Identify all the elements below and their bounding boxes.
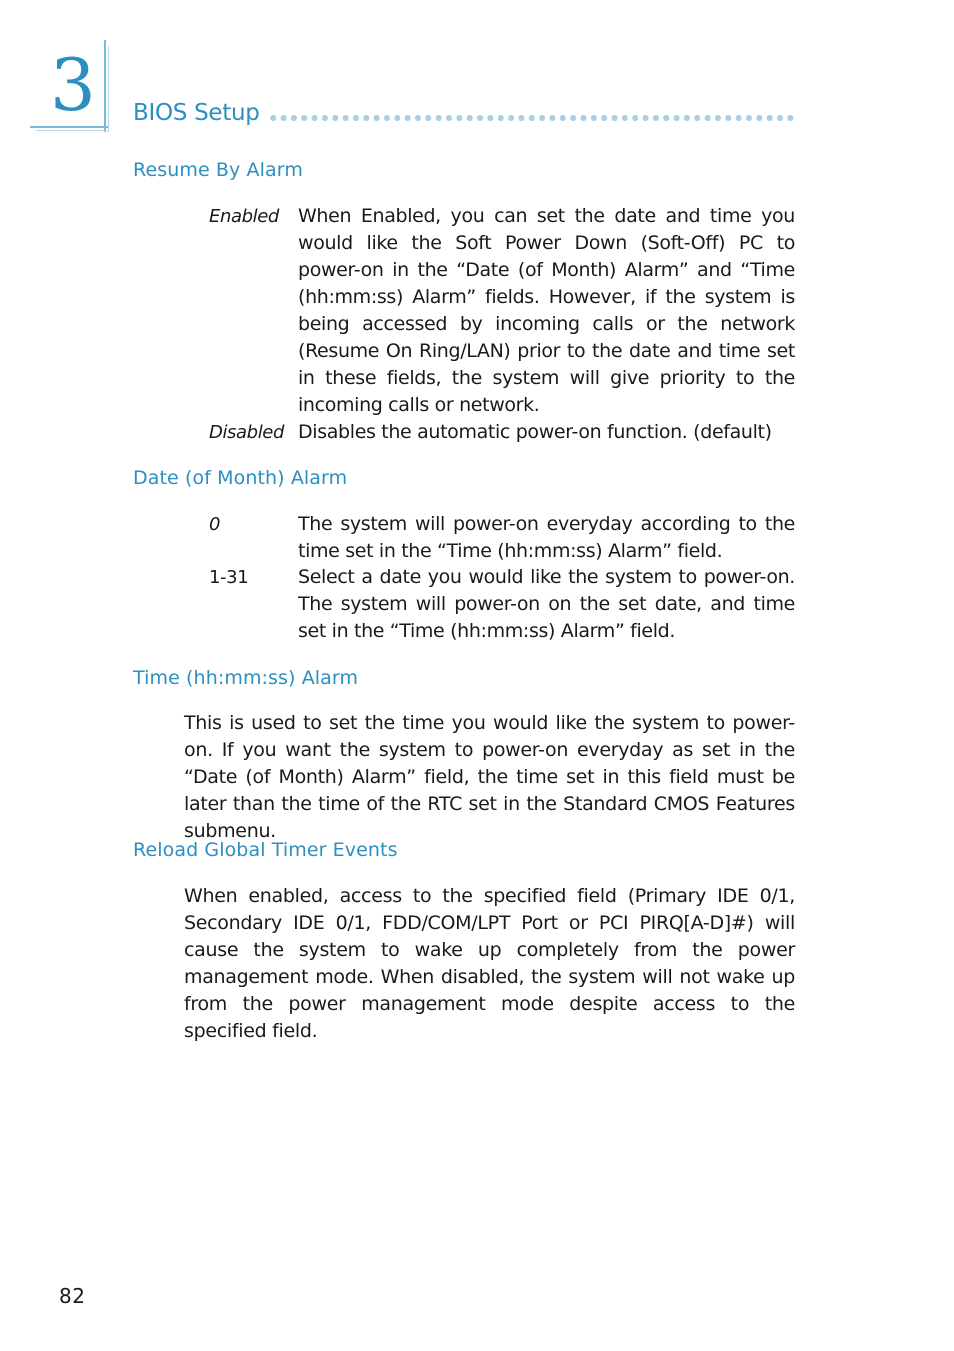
- option-term-zero: 0: [209, 514, 221, 535]
- chapter-marker-horizontal-shadow: [36, 130, 108, 131]
- option-term-disabled: Disabled: [209, 422, 284, 443]
- reload-timer-paragraph: When enabled, access to the specified field (Primary IDE 0/1, Secondary IDE 0/1, FDD/COM/LPT Port or PCI PIRQ[A-D]#) will cause the system to wake up completely from the power management mode. When disabled, the system will not wake up from the power management mode despite access to the specified field.: [184, 885, 795, 1042]
- page-number: 82: [59, 1284, 86, 1308]
- option-desc-enabled: When Enabled, you can set the date and time you would like the Soft Power Down (Soft-Off) PC to power-on in the “Date (of Month) Alarm” and “Time (hh:mm:ss) Alarm” fields. However, if the system is being accessed by incoming calls or the network (Resume On Ring/LAN) prior to the date and time set in these fields, the system will give priority to the incoming calls or network.: [298, 205, 795, 416]
- option-term-1-31: 1-31: [209, 567, 249, 588]
- chapter-marker-vertical-shadow: [108, 46, 109, 132]
- option-desc-1-31: Select a date you would like the system to power-on. The system will power-on on the set date, and time set in the “Time (hh:mm:ss) Alarm” field.: [298, 566, 795, 642]
- time-alarm-paragraph: This is used to set the time you would like the system to power-on. If you want the system to power-on everyday as set in the “Date (of Month) Alarm” field, the time set in this field must be later than the time of the RTC set in the Standard CMOS Features submenu.: [184, 712, 795, 842]
- chapter-number: 3: [50, 43, 96, 127]
- section-heading-time-alarm: Time (hh:mm:ss) Alarm: [133, 667, 359, 689]
- section-heading-resume-by-alarm: Resume By Alarm: [133, 159, 303, 181]
- page-title: BIOS Setup: [133, 100, 260, 126]
- chapter-marker-vertical-rule: [104, 40, 106, 132]
- option-desc-disabled: Disables the automatic power-on function. (default): [298, 421, 772, 443]
- section-heading-reload-timer: Reload Global Timer Events: [133, 839, 398, 861]
- option-term-enabled: Enabled: [209, 206, 279, 227]
- option-desc-zero: The system will power-on everyday according to the time set in the “Time (hh:mm:ss) Alarm” field.: [298, 513, 795, 562]
- section-heading-date-alarm: Date (of Month) Alarm: [133, 467, 348, 489]
- chapter-marker: [30, 40, 108, 132]
- header-dotted-rule: [268, 113, 796, 123]
